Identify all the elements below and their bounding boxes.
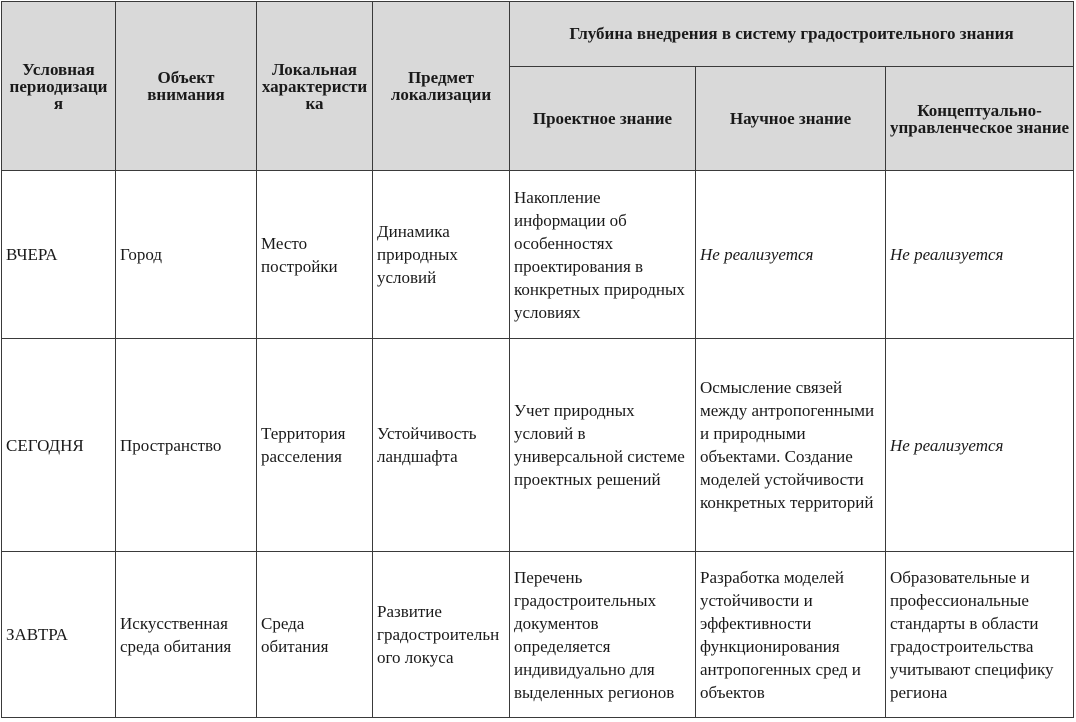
cell-science: Осмысление связей между антропогенными и природными объектами. Создание моделей устойчивости конкретных территорий [696, 339, 886, 552]
cell-local: Место постройки [257, 171, 373, 339]
cell-subject: Динамика природных условий [373, 171, 510, 339]
header-depth: Глубина внедрения в систему градостроительного знания [510, 2, 1074, 67]
cell-project: Накопление информации об особенностях проектирования в конкретных природных условиях [510, 171, 696, 339]
cell-subject: Развитие градостроительного локуса [373, 552, 510, 718]
cell-object: Искусственная среда обитания [116, 552, 257, 718]
table-row [2, 339, 1074, 552]
cell-project: Учет природных условий в универсальной системе проектных решений [510, 339, 696, 552]
header-period: Условная периодизация [2, 2, 116, 171]
cell-science [696, 171, 886, 339]
header-subject: Предмет локализации [373, 2, 510, 171]
header-project: Проектное знание [510, 67, 696, 171]
cell-period: ВЧЕРА [2, 171, 116, 339]
table-row [2, 552, 1074, 718]
header-concept: Концептуально-управленческое знание [886, 67, 1074, 171]
cell-concept-text: Не реализуется [890, 435, 1004, 455]
table-row [2, 171, 1074, 339]
cell-object: Город [116, 171, 257, 339]
cell-concept: Образовательные и профессиональные стандарты в области градостроительства учитывают специфику региона [886, 552, 1074, 718]
cell-concept [886, 339, 1074, 552]
cell-science-text: Не реализуется [700, 245, 814, 264]
cell-project: Перечень градостроительных документов определяется индивидуально для выделенных регионов [510, 552, 696, 718]
header-local: Локальная характеристика [257, 2, 373, 171]
cell-local: Территория расселения [257, 339, 373, 552]
header-science: Научное знание [696, 67, 886, 171]
urban-knowledge-table [1, 1, 1074, 718]
cell-concept [886, 171, 1074, 339]
cell-science: Разработка моделей устойчивости и эффективности функционирования антропогенных сред и объектов [696, 552, 886, 718]
cell-subject: Устойчивость ландшафта [373, 339, 510, 552]
cell-local: Среда обитания [257, 552, 373, 718]
cell-period: СЕГОДНЯ [2, 339, 116, 552]
cell-period: ЗАВТРА [2, 552, 116, 718]
header-object: Объект внимания [116, 2, 257, 171]
cell-object: Пространство [116, 339, 257, 552]
cell-concept-text: Не реализуется [890, 245, 1004, 264]
